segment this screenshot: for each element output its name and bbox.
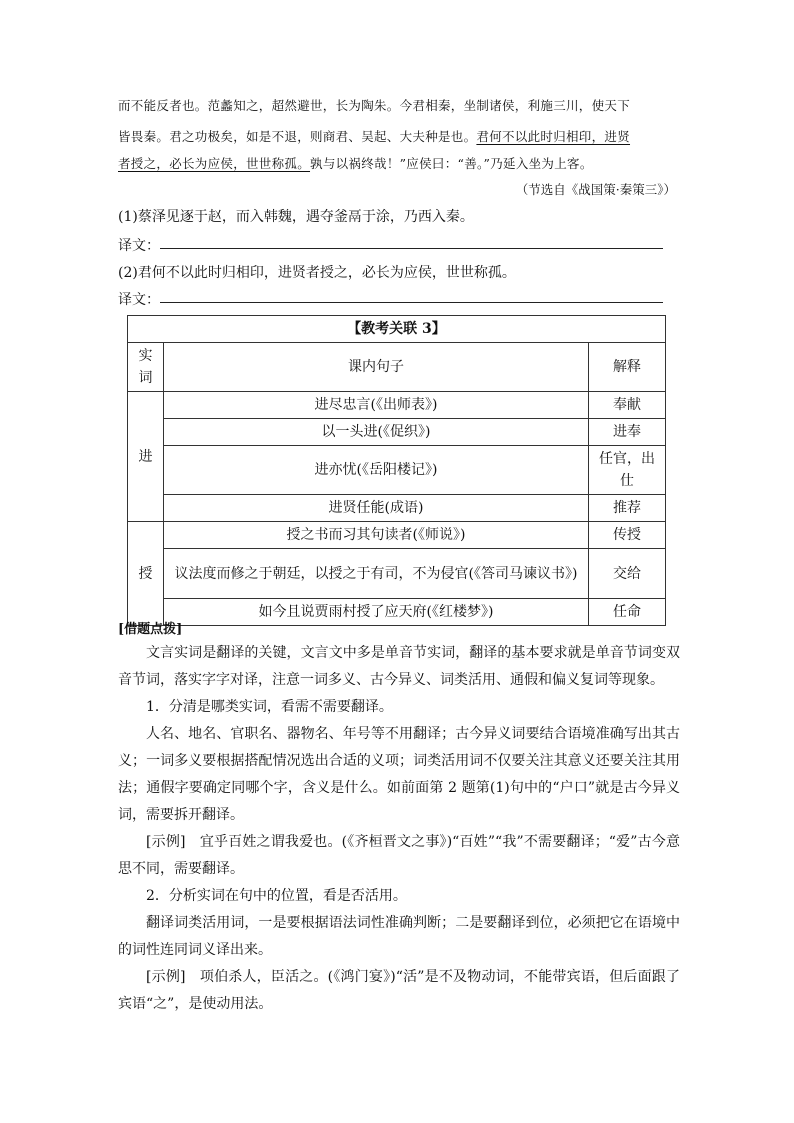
passage-line-2-text: 皆畏秦。君之功极矣，如是不退，则商君、吴起、大夫种是也。: [118, 129, 477, 144]
answer-label-1: 译文：: [118, 238, 160, 254]
table-row: [128, 419, 666, 446]
sentence-cell: 进尽忠言(《出师表》): [164, 392, 589, 419]
passage-source: （节选自《战国策·秦策三》）: [515, 182, 676, 197]
meaning-cell: 奉献: [589, 392, 666, 419]
table-row: [128, 392, 666, 419]
word-shou: 授: [128, 522, 164, 626]
table-title: 【教考关联 3】: [128, 316, 666, 343]
passage-line-2: [118, 127, 630, 145]
table-row: [128, 549, 666, 599]
answer-blank-2[interactable]: [160, 302, 663, 303]
header-sentence: 课内句子: [164, 343, 589, 392]
passage-line-3-text: 孰与以祸终哉！”应侯曰：“善。”乃延入坐为上客。: [310, 156, 593, 171]
question-1: (1)蔡泽见逐于赵，而入韩魏，遇夺釜鬲于涂，乃西入秦。: [118, 209, 474, 225]
passage-underlined-1: 君何不以此时归相印，进贤: [476, 129, 631, 144]
passage-line-1: 而不能反者也。范蠡知之，超然避世，长为陶朱。今君相秦，坐制诸侯，利施三川，使天下: [118, 98, 631, 113]
guide-point-1: 1．分清是哪类实词，看需不需要翻译。: [146, 699, 393, 715]
meaning-cell: 推荐: [589, 495, 666, 522]
header-meaning: 解释: [589, 343, 666, 392]
guide-example-2: [示例] 项伯杀人，臣活之。(《鸿门宴》)“活”是不及物动词，不能带宾语，但后面跟了宾语“之”，是使动用法。: [118, 969, 680, 1012]
guide-point-2: 2．分析实词在句中的位置，看是否活用。: [146, 888, 407, 904]
answer-blank-1[interactable]: [160, 248, 663, 249]
passage-underlined-2: 者授之，必长为应侯，世世称孤。: [118, 156, 311, 171]
sentence-cell: 以一头进(《促织》): [164, 419, 589, 446]
answer-label-2: 译文：: [118, 292, 160, 308]
meaning-cell: 传授: [589, 522, 666, 549]
table-title-row: [128, 316, 666, 343]
guide-paragraph-3: 翻译词类活用词，一是要根据语法词性准确判断；二是要翻译到位，必须把它在语境中的词性连同词义译出来。: [118, 915, 680, 958]
sentence-cell: 议法度而修之于朝廷，以授之于有司，不为侵官(《答司马谏议书》): [164, 549, 589, 599]
meaning-cell: 任官，出仕: [589, 446, 666, 495]
guide-heading: [借题点拨]: [118, 622, 183, 637]
meaning-cell: 交给: [589, 549, 666, 599]
table-row: [128, 599, 666, 626]
passage-line-3: [118, 154, 593, 172]
sentence-cell: 进贤任能(成语): [164, 495, 589, 522]
vocab-table: [127, 315, 666, 626]
guide-example-1: [示例] 宜乎百姓之谓我爱也。(《齐桓晋文之事》)“百姓”“我”不需要翻译；“爱”古今意思不同，需要翻译。: [118, 834, 680, 877]
table-row: [128, 522, 666, 549]
guide-paragraph-2: 人名、地名、官职名、器物名、年号等不用翻译；古今异义词要结合语境准确写出其古义；一词多义要根据搭配情况选出合适的义项；词类活用词不仅要关注其意义还要关注其用法；通假字要确定同哪个字，含义是什么。如前面第 2 题第(1)句中的“户口”就是古今异义词，需要拆开翻译。: [118, 726, 680, 823]
question-2: (2)君何不以此时归相印，进贤者授之，必长为应侯，世世称孤。: [118, 265, 516, 281]
sentence-cell: 如今且说贾雨村授了应天府(《红楼梦》): [164, 599, 589, 626]
meaning-cell: 进奉: [589, 419, 666, 446]
word-jin: 进: [128, 392, 164, 522]
guide-paragraph-1: 文言实词是翻译的关键，文言文中多是单音节实词，翻译的基本要求就是单音节词变双音节词，落实字字对译，注意一词多义、古今异义、词类活用、通假和偏义复词等现象。: [118, 645, 680, 688]
table-row: [128, 446, 666, 495]
table-header-row: [128, 343, 666, 392]
meaning-cell: 任命: [589, 599, 666, 626]
sentence-cell: 进亦忧(《岳阳楼记》): [164, 446, 589, 495]
table-row: [128, 495, 666, 522]
header-word: 实词: [128, 343, 164, 392]
sentence-cell: 授之书而习其句读者(《师说》): [164, 522, 589, 549]
